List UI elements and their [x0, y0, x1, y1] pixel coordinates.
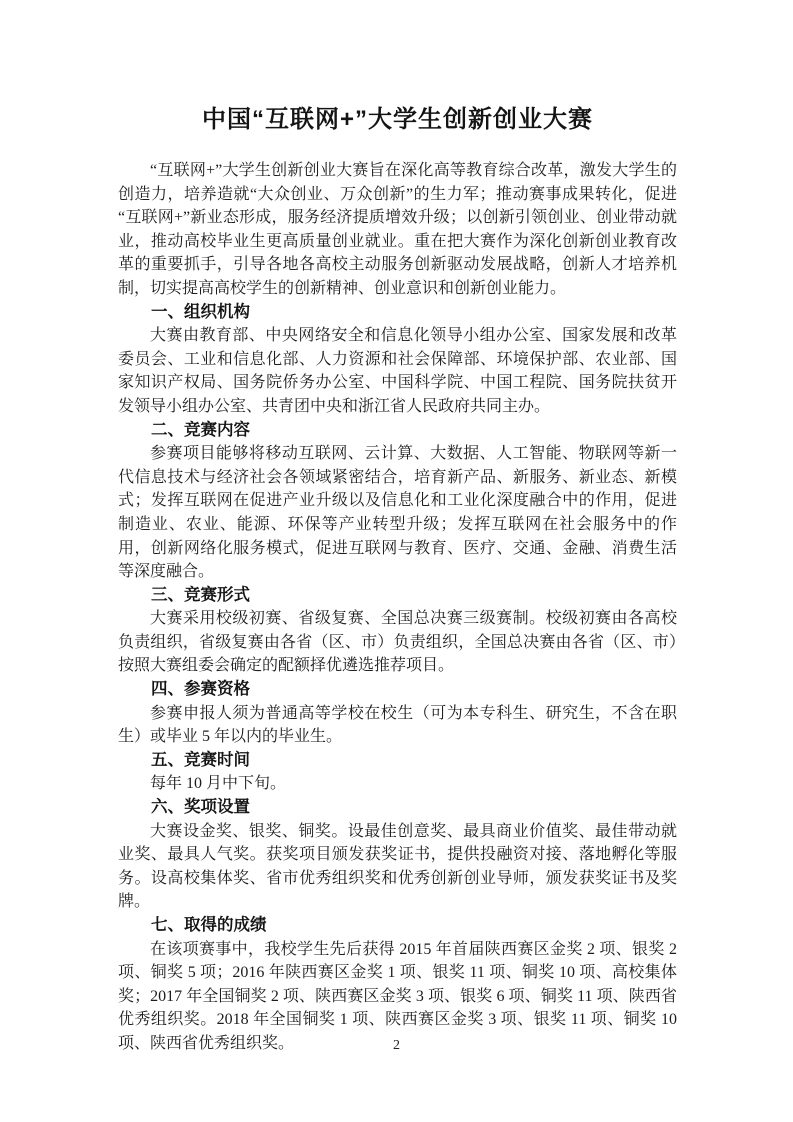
section-achievements	[118, 914, 677, 1056]
section-heading: 七、取得的成绩	[151, 916, 267, 934]
section-paragraph: 大赛由教育部、中央网络安全和信息化领导小组办公室、国家发展和改革委员会、工业和信息化部、人力资源和社会保障部、环境保护部、农业部、国家知识产权局、国务院侨务办公室、中国科学院、中国工程院、国务院扶贫开发领导小组办公室、共青团中央和浙江省人民政府共同主办。	[118, 327, 677, 415]
section-paragraph: 大赛采用校级初赛、省级复赛、全国总决赛三级赛制。校级初赛由各高校负责组织，省级复赛由各省（区、市）负责组织，全国总决赛由各省（区、市）按照大赛组委会确定的配额择优遴选推荐项目。	[118, 610, 677, 675]
section-awards	[118, 796, 677, 914]
section-heading: 二、竞赛内容	[151, 420, 250, 439]
document-title: 中国“互联网+”大学生创新创业大赛	[201, 106, 593, 133]
page-number: 2	[393, 1038, 400, 1053]
section-organization	[118, 301, 677, 419]
section-competition-time	[118, 749, 677, 796]
section-eligibility	[118, 678, 677, 749]
section-heading: 五、竞赛时间	[151, 750, 250, 769]
section-heading: 一、组织机构	[151, 302, 250, 321]
section-competition-content	[118, 419, 677, 584]
document-content	[118, 104, 677, 1056]
section-paragraph: 参赛项目能够将移动互联网、云计算、大数据、人工智能、物联网等新一代信息技术与经济社会各领域紧密结合，培育新产品、新服务、新业态、新模式；发挥互联网在促进产业升级以及信息化和工业化深度融合中的作用，促进制造业、农业、能源、环保等产业转型升级；发挥互联网在社会服务中的作用，创新网络化服务模式，促进互联网与教育、医疗、交通、金融、消费生活等深度融合。	[118, 445, 677, 581]
section-heading: 三、竞赛形式	[151, 585, 250, 604]
intro-paragraph: “互联网+”大学生创新创业大赛旨在深化高等教育综合改革，激发大学生的创造力，培养造就“大众创业、万众创新”的生力军；推动赛事成果转化，促进“互联网+”新业态形成，服务经济提质增效升级；以创新引领创业、创业带动就业，推动高校毕业生更高质量创业就业。重在把大赛作为深化创新创业教育改革的重要抓手，引导各地各高校主动服务创新驱动发展战略，创新人才培养机制，切实提高高校学生的创新精神、创业意识和创新创业能力。	[118, 162, 677, 297]
section-competition-format	[118, 584, 677, 678]
section-paragraph: 在该项赛事中，我校学生先后获得 2015 年首届陕西赛区金奖 2 项、银奖 2 项、铜奖 5 项；2016 年陕西赛区金奖 1 项、银奖 11 项、铜奖 10 项、高校集体奖；2017 年全国铜奖 2 项、陕西赛区金奖 3 项、银奖 6 项、铜奖 11 项、陕西省优秀组织奖。2018 年全国铜奖 1 项、陕西赛区金奖 3 项、银奖 11 项、铜奖 10 项、陕西省优秀组织奖。	[118, 940, 677, 1052]
section-paragraph: 每年 10 月中下旬。	[150, 775, 287, 793]
section-heading: 六、奖项设置	[151, 798, 250, 817]
section-paragraph: 参赛申报人须为普通高等学校在校生（可为本专科生、研究生，不含在职生）或毕业 5 年以内的毕业生。	[118, 704, 677, 746]
section-paragraph: 大赛设金奖、银奖、铜奖。设最佳创意奖、最具商业价值奖、最佳带动就业奖、最具人气奖。获奖项目颁发获奖证书，提供投融资对接、落地孵化等服务。设高校集体奖、省市优秀组织奖和优秀创新创业导师，颁发获奖证书及奖牌。	[118, 822, 677, 911]
section-heading: 四、参赛资格	[151, 680, 250, 699]
